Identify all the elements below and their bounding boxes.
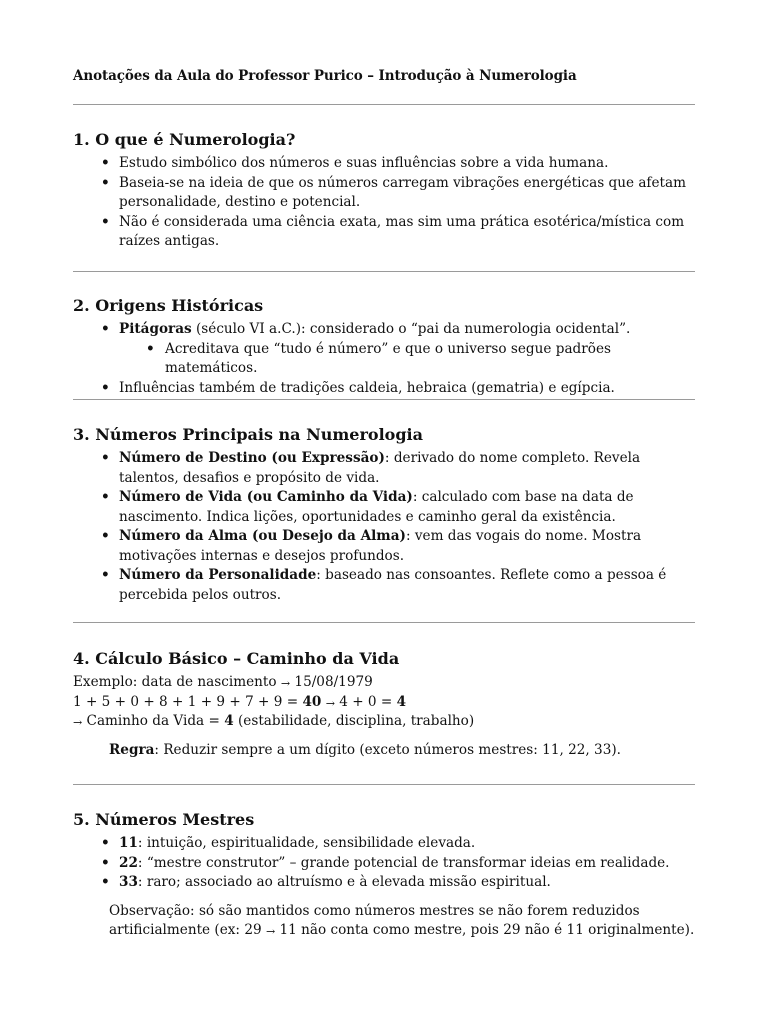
list-item-term: Pitágoras [119, 321, 192, 337]
bullet-list [73, 320, 695, 398]
section-heading: 3. Números Principais na Numerologia [73, 425, 423, 444]
bullet-icon: • [101, 174, 110, 191]
sum-line [73, 693, 695, 713]
bullet-icon: • [101, 155, 110, 171]
arrow-right-icon: → [265, 924, 276, 938]
sub-list-item [73, 340, 695, 379]
list-item [73, 873, 695, 893]
list-item-text: Influências também de tradições caldeia, hebraica (gematria) e egípcia. [119, 379, 615, 396]
bullet-icon: • [101, 835, 110, 851]
sum-expression: 1 + 5 + 0 + 8 + 1 + 9 + 7 + 9 = [73, 693, 303, 710]
list-item-term: 22 [119, 854, 138, 871]
bullet-icon: • [101, 379, 110, 396]
list-item [73, 566, 695, 605]
observation-text: Observação: só são mantidos como números mestres se não forem reduzidos artificialmente (ex: 29 [109, 902, 640, 938]
section-what-is-numerology [73, 130, 695, 252]
example-date: 15/08/1979 [290, 674, 373, 690]
list-item-term: Número de Destino (ou Expressão) [119, 450, 385, 466]
section-heading: 1. O que é Numerologia? [73, 130, 296, 149]
list-item [73, 854, 695, 874]
section-divider [73, 104, 695, 105]
bullet-icon: • [101, 567, 110, 583]
list-item [73, 379, 695, 399]
list-item-text: Baseia-se na ideia de que os números carregam vibrações energéticas que afetam personalidade, destino e potencial. [119, 174, 686, 210]
bullet-icon: • [101, 528, 110, 544]
list-item [73, 154, 695, 174]
list-item [73, 320, 695, 340]
result-line [73, 712, 695, 732]
example-line [73, 673, 695, 693]
arrow-right-icon: → [280, 677, 291, 690]
section-main-numbers [73, 425, 695, 605]
list-item-term: Número da Personalidade [119, 567, 317, 583]
result-meaning: (estabilidade, disciplina, trabalho) [233, 713, 475, 729]
arrow-right-icon: → [325, 696, 335, 710]
list-item-term: 33 [119, 874, 138, 890]
section-basic-calculation [73, 649, 695, 760]
sum-reduction: 4 + 0 = [334, 693, 397, 710]
section-divider [73, 622, 695, 623]
list-item [73, 488, 695, 527]
list-item [73, 213, 695, 252]
section-historical-origins [73, 296, 695, 398]
section-divider [73, 784, 695, 785]
sum-total: 40 [302, 693, 322, 710]
bullet-icon: • [101, 450, 110, 466]
example-label: Exemplo: data de nascimento [73, 674, 281, 690]
bullet-icon: • [101, 854, 110, 871]
list-item-text: : “mestre construtor” – grande potencial de transformar ideias em realidade. [137, 854, 670, 871]
bullet-icon: • [146, 340, 155, 357]
bullet-list [73, 154, 695, 252]
list-item-text: : derivado do nome completo. Revela talentos, desafios e propósito de vida. [119, 450, 641, 486]
list-item-text: : calculado com base na data de nascimento. Indica lições, oportunidades e caminho geral da existência. [119, 489, 634, 525]
result-label: Caminho da Vida = [82, 713, 225, 729]
rule-label: Regra [109, 741, 155, 758]
list-item-text: : vem das vogais do nome. Mostra motivações internas e desejos profundos. [119, 528, 642, 564]
list-item-text: : intuição, espiritualidade, sensibilidade elevada. [137, 835, 476, 851]
list-item [73, 449, 695, 488]
document-title: Anotações da Aula do Professor Purico – Introdução à Numerologia [73, 68, 577, 84]
bullet-icon: • [101, 321, 110, 337]
list-item-text: Estudo simbólico dos números e suas influências sobre a vida humana. [119, 155, 609, 171]
list-item-text: Acreditava que “tudo é número” e que o universo segue padrões matemáticos. [165, 340, 611, 376]
list-item-text: : raro; associado ao altruísmo e à elevada missão espiritual. [137, 874, 551, 890]
list-item [73, 834, 695, 854]
section-master-numbers [73, 810, 695, 940]
section-heading: 4. Cálculo Básico – Caminho da Vida [73, 649, 400, 668]
bullet-list [73, 449, 695, 605]
list-item-term: 11 [119, 835, 138, 851]
list-item [73, 174, 695, 213]
section-heading: 2. Origens Históricas [73, 296, 264, 315]
sum-final: 4 [396, 693, 407, 710]
bullet-icon: • [101, 213, 110, 230]
list-item [73, 527, 695, 566]
list-item-term: Número da Alma (ou Desejo da Alma) [119, 528, 406, 544]
list-item-text: : baseado nas consoantes. Reflete como a pessoa é percebida pelos outros. [119, 567, 667, 603]
observation-text-end: 11 não conta como mestre, pois 29 não é 11 originalmente). [275, 921, 695, 938]
section-divider [73, 399, 695, 400]
rule-note [73, 741, 695, 761]
bullet-icon: • [101, 489, 110, 505]
result-value: 4 [224, 713, 234, 729]
list-item-text: (século VI a.C.): considerado o “pai da numerologia ocidental”. [191, 321, 631, 337]
rule-text: : Reduzir sempre a um dígito (exceto números mestres: 11, 22, 33). [154, 741, 621, 758]
section-divider [73, 271, 695, 272]
bullet-list [73, 834, 695, 893]
arrow-right-icon: → [73, 716, 83, 729]
bullet-icon: • [101, 874, 110, 890]
list-item-text: Não é considerada uma ciência exata, mas sim uma prática esotérica/mística com raízes antigas. [119, 213, 685, 249]
section-heading: 5. Números Mestres [73, 810, 255, 829]
list-item-term: Número de Vida (ou Caminho da Vida) [119, 489, 413, 505]
observation-note [73, 902, 695, 940]
